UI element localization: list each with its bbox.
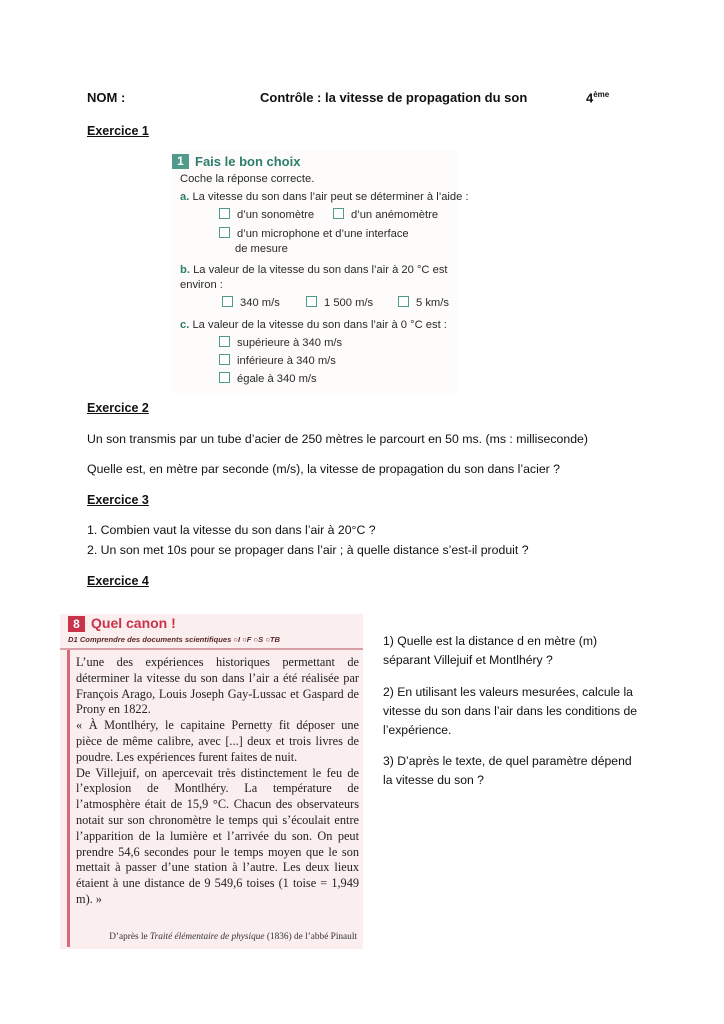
exercise-1-number: 1	[172, 154, 189, 169]
exercice-4-question-3	[383, 752, 632, 790]
question-2-line-1: 2) En utilisant les valeurs mesurées, calcule la	[383, 685, 633, 699]
exercice-2-question: Quelle est, en mètre par seconde (m/s), la vitesse de propagation du son dans l’acier ?	[87, 462, 561, 476]
exercice-3-label: Exercice 3	[87, 493, 149, 507]
question-2-line-3: l’expérience.	[383, 723, 452, 737]
checkbox[interactable]	[333, 208, 344, 219]
question-b-text-continued: environ :	[180, 279, 223, 291]
grade-number: 4	[586, 90, 594, 106]
checkbox[interactable]	[219, 208, 230, 219]
divider	[60, 648, 363, 650]
question-2-line-2: vitesse du son dans l’air dans les conditions de	[383, 704, 638, 718]
exercice-4-label: Exercice 4	[87, 574, 149, 588]
question-a-text: La vitesse du son dans l’air peut se déterminer à l’aide :	[192, 191, 469, 203]
option-b2[interactable]	[306, 296, 373, 311]
option-a2[interactable]	[333, 208, 438, 223]
option-c2-label: inférieure à 340 m/s	[237, 355, 336, 367]
exercice-3-question-1: 1. Combien vaut la vitesse du son dans l’air à 20°C ?	[87, 523, 376, 537]
checkbox[interactable]	[219, 372, 230, 383]
exercice-4-question-2	[383, 683, 637, 740]
question-1-line-2: séparant Villejuif et Montlhéry ?	[383, 653, 553, 667]
question-1-line-1: 1) Quelle est la distance d en mètre (m)	[383, 634, 598, 648]
source-suffix: (1836) de l’abbé Pinault	[264, 932, 357, 942]
document-text	[76, 655, 359, 908]
checkbox[interactable]	[398, 296, 409, 307]
option-b3-label: 5 km/s	[416, 297, 449, 309]
option-b3[interactable]	[398, 296, 449, 311]
option-b1-label: 340 m/s	[240, 297, 280, 309]
question-b-letter: b.	[180, 264, 190, 276]
checkbox[interactable]	[306, 296, 317, 307]
document-source	[109, 932, 357, 942]
question-c	[180, 318, 447, 333]
exercice-1-label: Exercice 1	[87, 124, 149, 138]
document-skills: D1 Comprendre des documents scientifiques ○I ○F ○S ○TB	[68, 635, 281, 644]
option-a3[interactable]	[219, 227, 409, 242]
question-a	[180, 190, 469, 205]
question-b-text: La valeur de la vitesse du son dans l’air à 20 °C est	[193, 264, 448, 276]
option-c2[interactable]	[219, 354, 336, 369]
document-paragraph-2: « À Montlhéry, le capitaine Pernetty fit déposer une pièce de même calibre, avec [...] deux et trois livres de poudre. Les expériences furent faites de nuit.	[76, 718, 359, 764]
checkbox[interactable]	[219, 227, 230, 238]
option-b1[interactable]	[222, 296, 280, 311]
option-c1[interactable]	[219, 336, 342, 351]
question-a-letter: a.	[180, 191, 190, 203]
option-a1[interactable]	[219, 208, 314, 223]
option-a3-label: d’un microphone et d’une interface	[237, 228, 409, 240]
option-b2-label: 1 500 m/s	[324, 297, 374, 309]
option-a1-label: d’un sonomètre	[237, 209, 315, 221]
document-number: 8	[68, 616, 85, 632]
exercice-3-question-2: 2. Un son met 10s pour se propager dans l’air ; à quelle distance s’est-il produit ?	[87, 543, 529, 557]
document-title: Quel canon !	[91, 615, 176, 631]
exercice-4-question-1	[383, 632, 597, 670]
option-c3-label: égale à 340 m/s	[237, 373, 317, 385]
source-book-title: Traité élémentaire de physique	[150, 932, 265, 942]
name-label: NOM :	[87, 90, 126, 105]
exercise-1-box	[172, 150, 469, 393]
page-title: Contrôle : la vitesse de propagation du son	[260, 90, 528, 105]
document-paragraph-3: De Villejuif, on apercevait très distinctement le feu de l’explosion de Montlhéry. La température de l’atmosphère était de 15,9 °C. Chacun des observateurs notait sur son chronomètre le temps qui s’écoulait entre l’apparition de la lumière et l’arrivée du son. On peut prendre 54,6 secondes pour le temps moyen que le son mettait à passer d’une station à l’autre. Les deux lieux étaient à une distance de 9 549,6 toises (1 toise = 1,949 m). »	[76, 765, 359, 906]
checkbox[interactable]	[222, 296, 233, 307]
grade-suffix: ème	[593, 90, 610, 99]
option-c1-label: supérieure à 340 m/s	[237, 337, 343, 349]
exercise-4-document	[60, 614, 363, 949]
option-c3[interactable]	[219, 372, 317, 387]
option-a2-label: d’un anémomètre	[351, 209, 439, 221]
checkbox[interactable]	[219, 354, 230, 365]
question-b	[180, 263, 448, 278]
grade-level	[586, 90, 609, 105]
question-3-line-1: 3) D’après le texte, de quel paramètre dépend	[383, 754, 632, 768]
exercice-2-label: Exercice 2	[87, 401, 149, 415]
question-c-text: La valeur de la vitesse du son dans l’air à 0 °C est :	[192, 319, 447, 331]
source-prefix: D’après le	[109, 932, 150, 942]
accent-bar	[67, 650, 70, 947]
question-c-letter: c.	[180, 319, 190, 331]
exercice-2-statement: Un son transmis par un tube d’acier de 250 mètres le parcourt en 50 ms. (ms : milliseconde)	[87, 432, 588, 446]
exercise-1-instruction: Coche la réponse correcte.	[180, 173, 315, 185]
question-3-line-2: la vitesse du son ?	[383, 773, 484, 787]
exercise-1-title: Fais le bon choix	[195, 154, 301, 169]
document-paragraph-1: L’une des expériences historiques permettant de déterminer la vitesse du son dans l’air a été réalisée par François Arago, Louis Joseph Gay-Lussac et Gaspard de Prony en 1822.	[76, 655, 359, 717]
checkbox[interactable]	[219, 336, 230, 347]
option-a3-label-continued: de mesure	[235, 243, 288, 255]
